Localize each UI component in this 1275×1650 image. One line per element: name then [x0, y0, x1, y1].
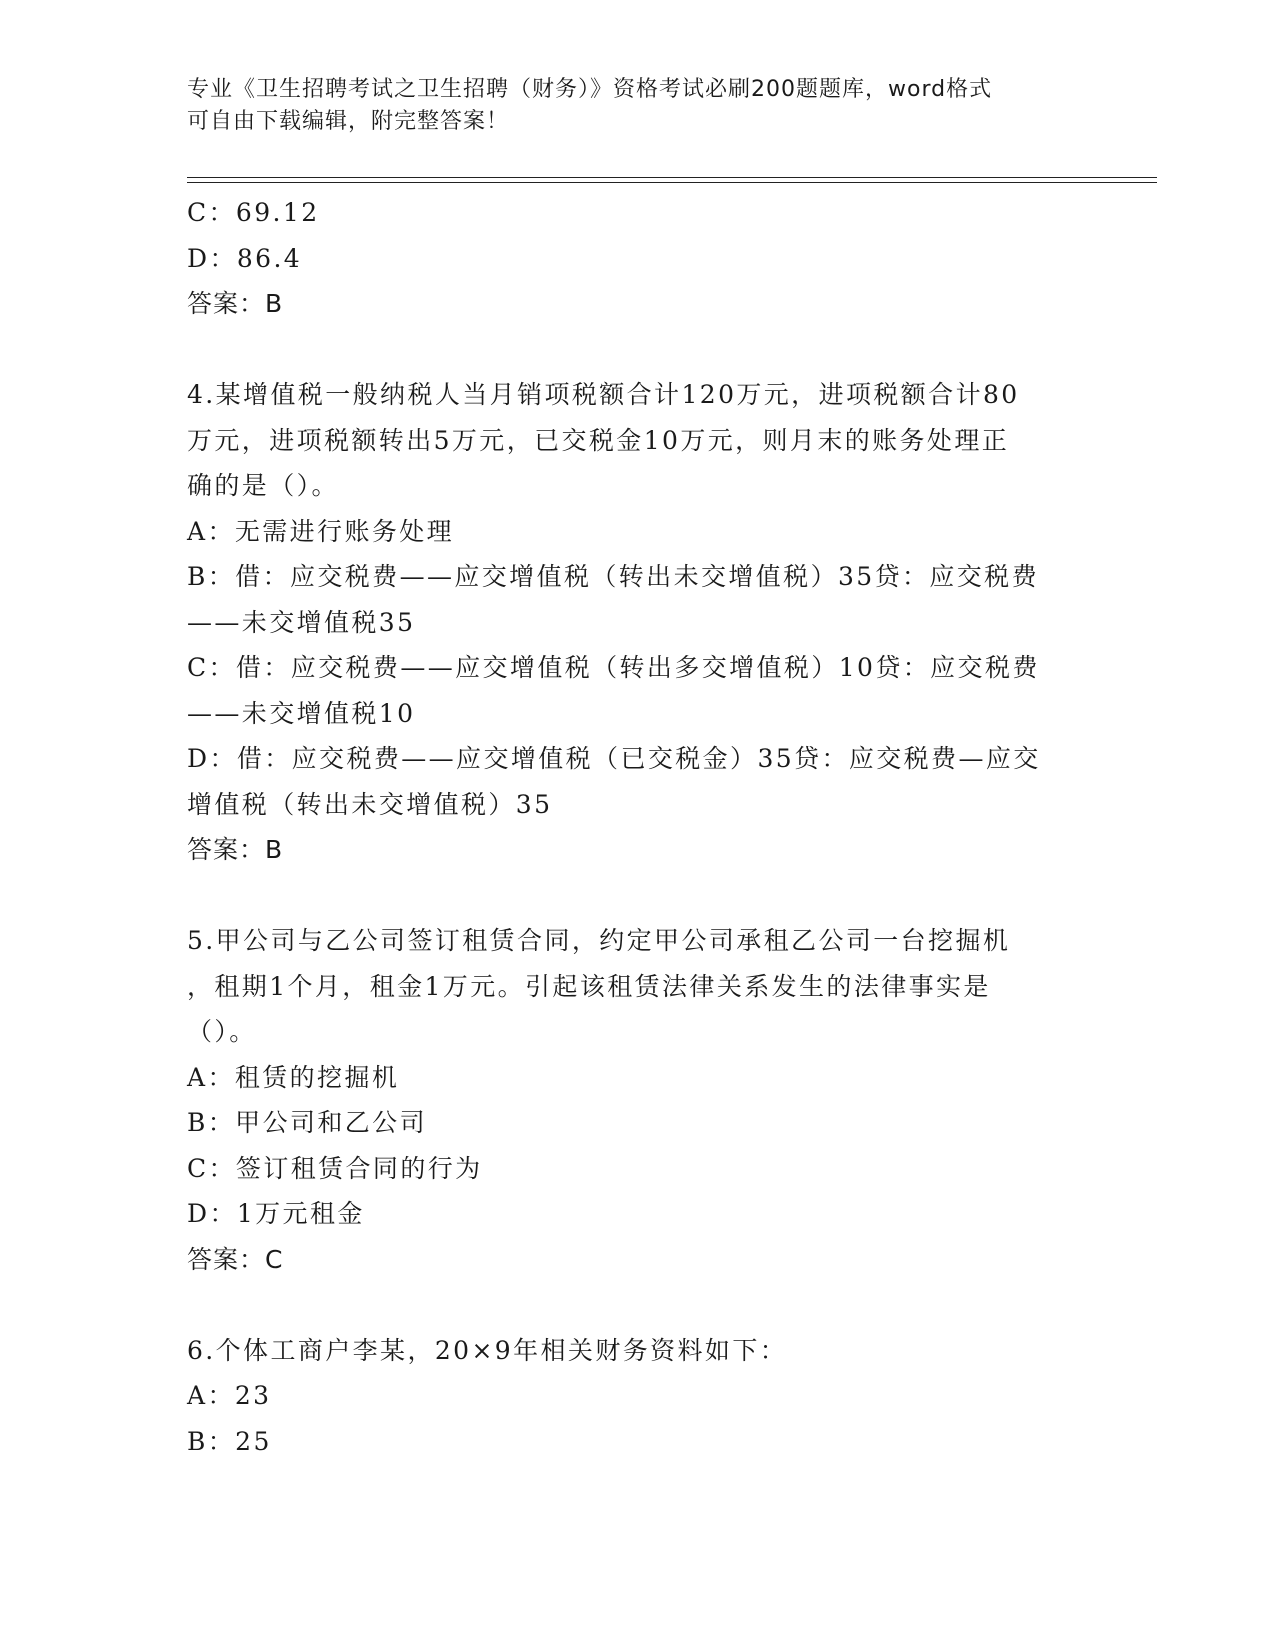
option-a: A：23: [187, 1381, 272, 1410]
question-stem: 6.个体工商户李某，20×9年相关财务资料如下：: [187, 1335, 788, 1365]
option-c: C：69.12: [187, 198, 320, 227]
answer-line: 答案：B: [187, 289, 284, 318]
option-b: B：25: [187, 1426, 272, 1456]
option-c-cont: ——未交增值税10: [187, 698, 416, 728]
answer-line: 答案：C: [187, 1244, 284, 1274]
option-d: D：1万元租金: [187, 1199, 365, 1228]
option-c: C：签订租赁合同的行为: [187, 1153, 483, 1183]
question-stem: （）。: [187, 1017, 257, 1046]
question-stem: 确的是（）。: [187, 471, 339, 500]
header-divider-top: [187, 177, 1157, 178]
option-d-cont: 增值税（转出未交增值税）35: [187, 789, 553, 819]
document-header: [187, 74, 1087, 138]
question-content: [187, 190, 1087, 1464]
question-4: [187, 372, 1087, 873]
question-stem: 万元，进项税额转出5万元，已交税金10万元，则月末的账务处理正: [187, 425, 1010, 455]
question-5: [187, 918, 1087, 1283]
question-6: [187, 1328, 1087, 1465]
option-a: A：无需进行账务处理: [187, 516, 455, 546]
option-a: A：租赁的挖掘机: [187, 1062, 400, 1092]
option-b: B：借：应交税费——应交增值税（转出未交增值税）35贷：应交税费: [187, 562, 1039, 591]
option-d: D：借：应交税费——应交增值税（已交税金）35贷：应交税费—应交: [187, 744, 1041, 773]
question-3-fragment: [187, 190, 1087, 327]
answer-line: 答案：B: [187, 835, 284, 864]
header-divider-bottom: [187, 182, 1157, 183]
question-stem: 4.某增值税一般纳税人当月销项税额合计120万元，进项税额合计80: [187, 380, 1020, 409]
option-b-cont: ——未交增值税35: [187, 607, 416, 637]
header-line-2: 可自由下载编辑，附完整答案！: [187, 109, 510, 134]
question-stem: ，租期1个月，租金1万元。引起该租赁法律关系发生的法律事实是: [187, 971, 991, 1001]
option-d: D：86.4: [187, 243, 303, 273]
header-line-1: 专业《卫生招聘考试之卫生招聘（财务）》资格考试必刷200题题库，word格式: [187, 77, 993, 102]
option-b: B：甲公司和乙公司: [187, 1108, 427, 1137]
option-c: C：借：应交税费——应交增值税（转出多交增值税）10贷：应交税费: [187, 653, 1040, 682]
question-stem: 5.甲公司与乙公司签订租赁合同，约定甲公司承租乙公司一台挖掘机: [187, 926, 1011, 955]
